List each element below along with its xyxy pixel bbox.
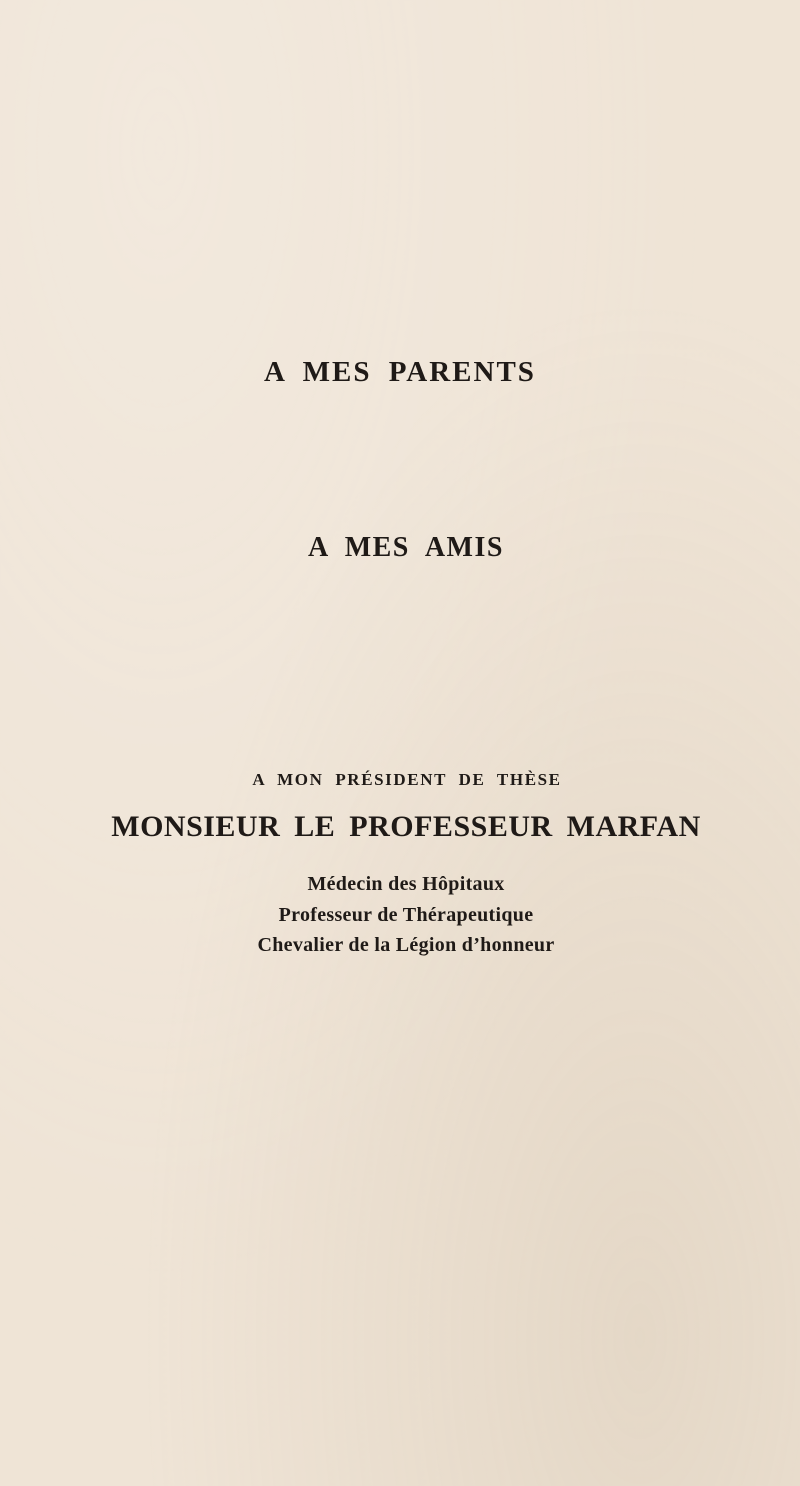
professor-title-physician: Médecin des Hôpitaux <box>307 873 505 895</box>
professor-title-therapeutics: Professeur de Thérapeutique <box>278 904 534 926</box>
professor-title-legion-honneur: Chevalier de la Légion d’honneur <box>257 934 555 956</box>
dedication-friends: A MES AMIS <box>308 532 504 563</box>
dedication-parents: A MES PARENTS <box>264 356 536 388</box>
thesis-president-heading: A MON PRÉSIDENT DE THÈSE <box>252 770 562 789</box>
professor-name: MONSIEUR LE PROFESSEUR MARFAN <box>111 810 701 843</box>
